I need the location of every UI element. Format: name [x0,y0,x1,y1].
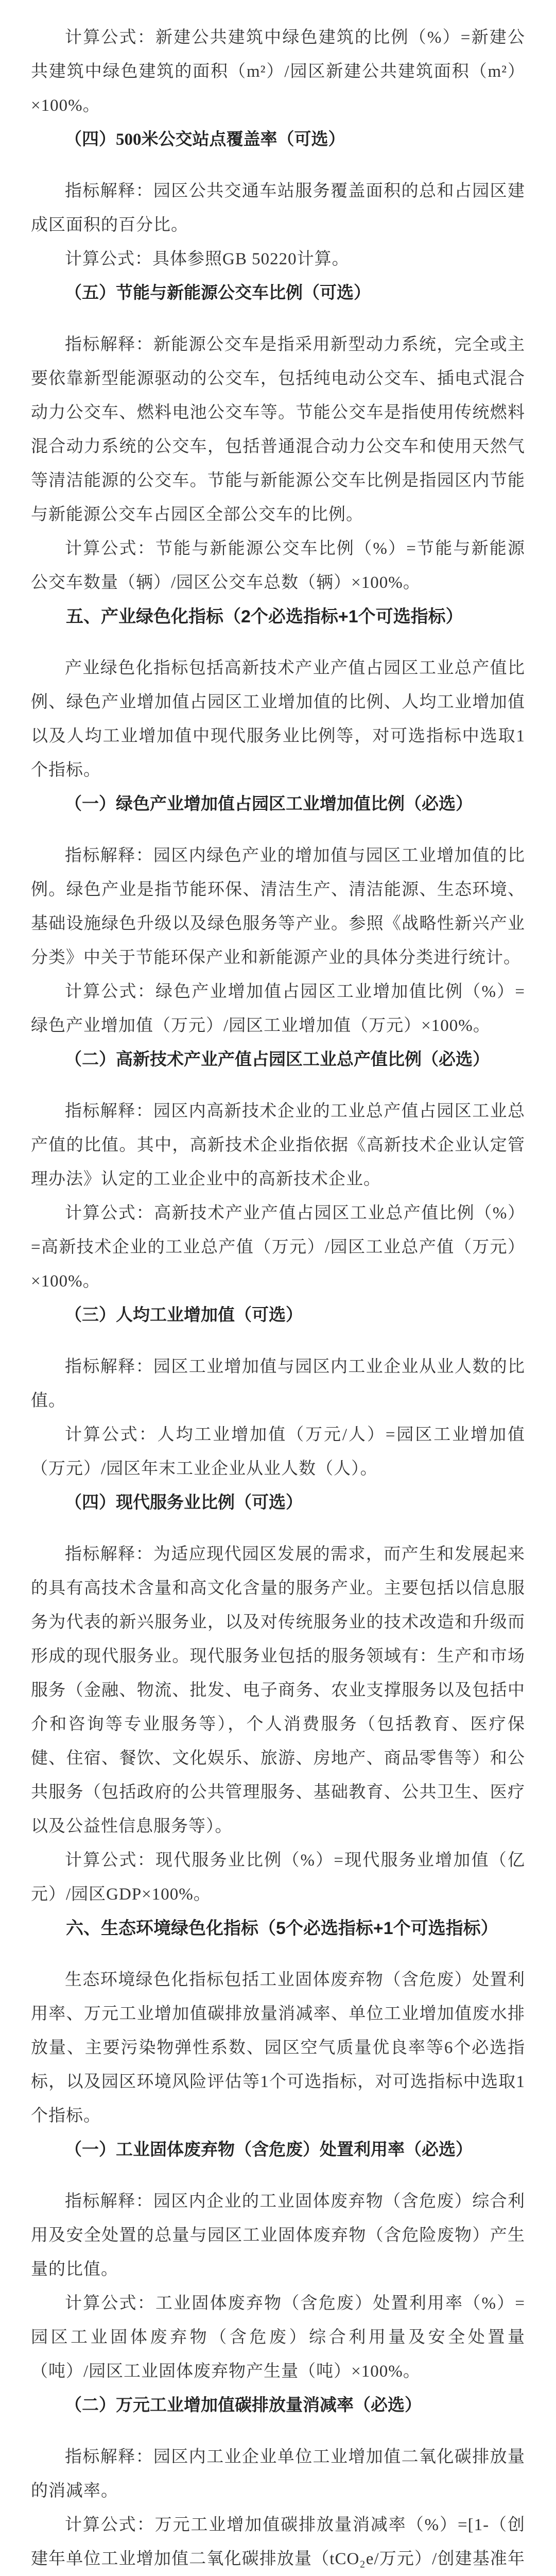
paragraph: 计算公式：高新技术产业产值占园区工业总产值比例（%）=高新技术企业的工业总产值（万元）/园区工业总产值（万元）×100%。 [31,1204,525,1291]
paragraph: 指标解释：为适应现代园区发展的需求，而产生和发展起来的具有高技术含量和高文化含量的服务产业。主要包括以信息服务为代表的新兴服务业，以及对传统服务业的技术改造和升级而形成的现代服务业。现代服务业包括的服务领域有：生产和市场服务（金融、物流、批发、电子商务、农业支撑服务以及包括中介和咨询等专业服务等），个人消费服务（包括教育、医疗保健、住宿、餐饮、文化娱乐、旅游、房地产、商品零售等）和公共服务（包括政府的公共管理服务、基础教育、公共卫生、医疗以及公益性信息服务等）。 [31,1545,525,1836]
paragraph: 指标解释：新能源公交车是指采用新型动力系统，完全或主要依靠新型能源驱动的公交车，包括纯电动公交车、插电式混合动力公交车、燃料电池公交车等。节能公交车是指使用传统燃料混合动力系统的公交车，包括普通混合动力公交车和使用天然气等清洁能源的公交车。节能与新能源公交车比例是指园区内节能与新能源公交车占园区全部公交车的比例。 [31,335,525,524]
paragraph: 计算公式：万元工业增加值碳排放量消减率（%）=[1-（创建年单位工业增加值二氧化碳排放量（tCO₂e/万元）/创建基准年 [31,2516,525,2568]
paragraph: 计算公式：绿色产业增加值占园区工业增加值比例（%）=绿色产业增加值（万元）/园区工业增加值（万元）×100%。 [31,982,525,1035]
paragraph: 指标解释：园区工业增加值与园区内工业企业从业人数的比值。 [31,1358,525,1410]
paragraph: 计算公式：人均工业增加值（万元/人）=园区工业增加值（万元）/园区年末工业企业从业人数（人）。 [31,1426,525,1478]
paragraph: 计算公式：具体参照GB 50220计算。 [65,250,350,268]
subsection-heading: （三）人均工业增加值（可选） [65,1306,303,1325]
paragraph: 计算公式：现代服务业比例（%）=现代服务业增加值（亿元）/园区GDP×100%。 [31,1851,525,1904]
subsection-heading: （四）500米公交站点覆盖率（可选） [65,130,345,149]
subsection-heading: （一）绿色产业增加值占园区工业增加值比例（必选） [65,795,473,814]
paragraph: 指标解释：园区内绿色产业的增加值与园区工业增加值的比例。绿色产业是指节能环保、清洁生产、清洁能源、生态环境、基础设施绿色升级以及绿色服务等产业。参照《战略性新兴产业分类》中关于节能环保产业和新能源产业的具体分类进行统计。 [31,846,525,967]
paragraph: 生态环境绿色化指标包括工业固体废弃物（含危废）处置利用率、万元工业增加值碳排放量消减率、单位工业增加值废水排放量、主要污染物弹性系数、园区空气质量优良率等6个必选指标，以及园区环境风险评估等1个可选指标，对可选指标中选取1个指标。 [31,1971,525,2125]
subsection-heading: （四）现代服务业比例（可选） [65,1494,303,1512]
paragraph: 计算公式：新建公共建筑中绿色建筑的比例（%）=新建公共建筑中绿色建筑的面积（m²）/园区新建公共建筑面积（m²）×100%。 [31,28,525,115]
paragraph: 指标解释：园区内工业企业单位工业增加值二氧化碳排放量的消减率。 [31,2448,525,2500]
document-body [31,21,525,2576]
paragraph: 指标解释：园区内高新技术企业的工业总产值占园区工业总产值的比值。其中，高新技术企业指依据《高新技术企业认定管理办法》认定的工业企业中的高新技术企业。 [31,1102,525,1189]
section-heading: 六、生态环境绿色化指标（5个必选指标+1个可选指标） [66,1919,498,1938]
subsection-heading: （一）工业固体废弃物（含危废）处置利用率（必选） [65,2141,473,2159]
subsection-heading: （二）高新技术产业产值占园区工业总产值比例（必选） [65,1050,490,1069]
paragraph: 指标解释：园区内企业的工业固体废弃物（含危废）综合利用及安全处置的总量与园区工业固体废弃物（含危险废物）产生量的比值。 [31,2192,525,2279]
paragraph: 产业绿色化指标包括高新技术产业产值占园区工业总产值比例、绿色产业增加值占园区工业增加值的比例、人均工业增加值以及人均工业增加值中现代服务业比例等，对可选指标中选取1个指标。 [31,659,525,779]
paragraph: 指标解释：园区公共交通车站服务覆盖面积的总和占园区建成区面积的百分比。 [31,182,525,234]
paragraph: 计算公式：节能与新能源公交车比例（%）=节能与新能源公交车数量（辆）/园区公交车总数（辆）×100%。 [31,539,525,592]
paragraph: 计算公式：工业固体废弃物（含危废）处置利用率（%）=园区工业固体废弃物（含危废）综合利用量及安全处置量（吨）/园区工业固体废弃物产生量（吨）×100%。 [31,2294,525,2381]
subsection-heading: （五）节能与新能源公交车比例（可选） [65,284,371,302]
subsection-heading: （二）万元工业增加值碳排放量消减率（必选） [65,2396,422,2415]
section-heading: 五、产业绿色化指标（2个必选指标+1个可选指标） [66,607,463,626]
